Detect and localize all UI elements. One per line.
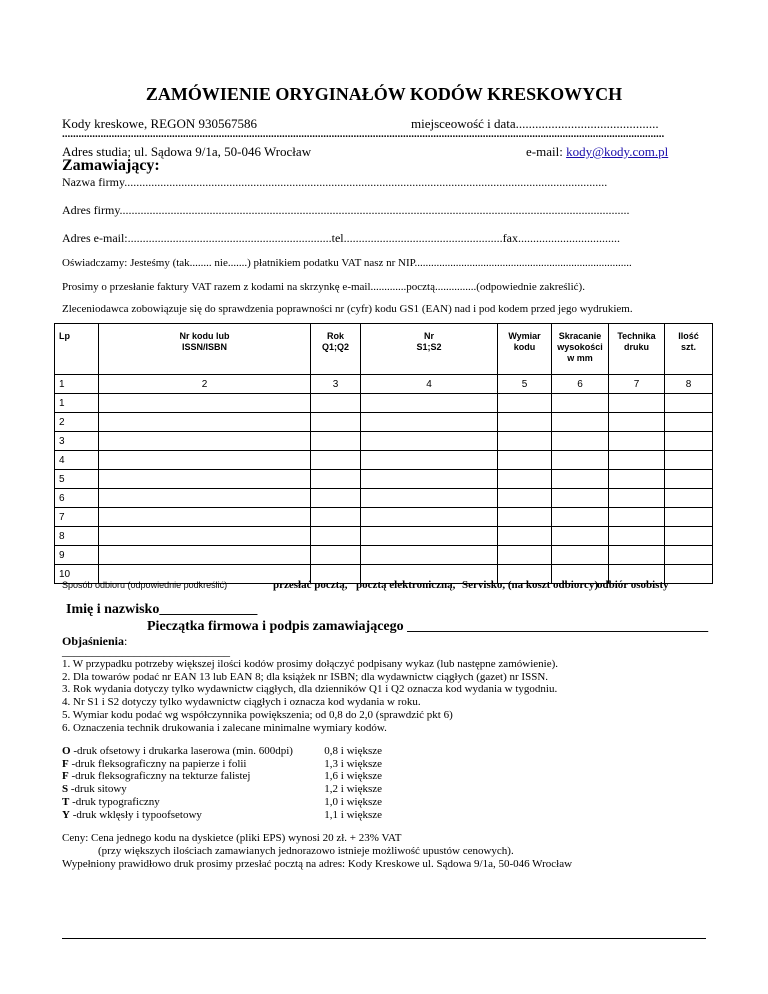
note-item: 2. Dla towarów podać nr EAN 13 lub EAN 8; dla książek nr ISBN; dla wydawnictw ciągłych (gazet) nr ISSN. (62, 670, 549, 683)
table-cell[interactable] (498, 394, 552, 413)
table-cell[interactable] (552, 489, 609, 508)
table-cell[interactable] (99, 470, 311, 489)
name-signature-field[interactable]: Imię i nazwisko______________ (66, 602, 258, 617)
note-item: 6. Oznaczenia technik drukowania i zalecane minimalne wymiary kodów. (62, 721, 387, 734)
technique-size: 1,3 i większe (324, 757, 382, 770)
table-cell[interactable] (311, 470, 361, 489)
row-number: 3 (55, 432, 99, 451)
invoice-statement: Prosimy o przesłanie faktury VAT razem z kodami na skrzynkę e-mail.............pocztą...............(odpowiednie zakreślić). (62, 281, 585, 293)
table-cell[interactable] (609, 413, 665, 432)
table-cell[interactable] (311, 508, 361, 527)
technique-size: 0,8 i większe (324, 745, 382, 757)
table-cell[interactable] (498, 527, 552, 546)
row-number: 1 (55, 394, 99, 413)
table-cell[interactable] (665, 565, 713, 584)
technique-desc: -druk ofsetowy i drukarka laserowa (min. 600dpi) (70, 745, 293, 757)
row-number: 9 (55, 546, 99, 565)
order-table (54, 323, 713, 584)
table-cell[interactable] (361, 489, 498, 508)
column-number: 5 (498, 375, 552, 394)
table-cell[interactable] (311, 451, 361, 470)
table-row (55, 451, 713, 470)
technique-item (62, 745, 293, 758)
column-number: 6 (552, 375, 609, 394)
row-number: 10 (55, 565, 99, 584)
table-cell[interactable] (99, 451, 311, 470)
col-header-nr: Nr S1;S2 (361, 324, 498, 375)
email-label: e-mail: (526, 144, 567, 159)
table-cell[interactable] (665, 413, 713, 432)
table-cell[interactable] (552, 394, 609, 413)
table-cell[interactable] (498, 413, 552, 432)
technique-item (62, 783, 293, 796)
table-cell[interactable] (361, 451, 498, 470)
column-number: 8 (665, 375, 713, 394)
table-row (55, 508, 713, 527)
table-cell[interactable] (99, 527, 311, 546)
table-cell[interactable] (99, 489, 311, 508)
column-number: 2 (99, 375, 311, 394)
delivery-option-courier[interactable]: Servisko, (na koszt odbiorcy) (462, 579, 599, 591)
table-cell[interactable] (552, 451, 609, 470)
technique-desc: -druk typograficzny (69, 795, 160, 808)
table-cell[interactable] (99, 394, 311, 413)
technique-code: O (62, 745, 71, 757)
table-cell[interactable] (609, 394, 665, 413)
technique-list (62, 745, 293, 821)
table-cell[interactable] (665, 451, 713, 470)
note-item: 3. Rok wydania dotyczy tylko wydawnictw ciągłych, dla dzienników Q1 i Q2 oznacza kod wydania w tygodniu. (62, 683, 558, 696)
technique-size: 1,2 i większe (324, 783, 382, 796)
price-line: Ceny: Cena jednego kodu na dyskietce (pliki EPS) wynosi 20 zł. + 23% VAT (62, 832, 402, 844)
vat-statement: Oświadczamy: Jesteśmy (tak........ nie.......) płatnikiem podatku VAT nasz nr NIP............................................................................... (62, 257, 632, 269)
technique-desc: -druk sitowy (68, 783, 127, 796)
column-number: 7 (609, 375, 665, 394)
col-header-shortening: Skracanie wysokości w mm (552, 324, 609, 375)
table-cell[interactable] (361, 470, 498, 489)
email-link[interactable]: kody@kody.com.pl (566, 144, 669, 159)
table-cell[interactable] (311, 489, 361, 508)
delivery-option-electronic[interactable]: pocztą elektroniczną, (356, 579, 456, 591)
col-header-qty: Ilość szt. (665, 324, 713, 375)
table-cell[interactable] (609, 508, 665, 527)
table-row (55, 546, 713, 565)
table-cell[interactable] (665, 546, 713, 565)
table-cell[interactable] (552, 546, 609, 565)
place-date-field[interactable]: miejsceowość i data............................................ (411, 116, 659, 131)
note-item: 4. Nr S1 i S2 dotyczy tylko wydawnictw ciągłych i oznacza kod wydania w roku. (62, 696, 421, 709)
table-cell[interactable] (665, 432, 713, 451)
technique-desc: -druk fleksograficzny na papierze i folii (68, 757, 247, 770)
firm-name-field[interactable]: Nazwa firmy................................................................................................................................................................. (62, 175, 608, 189)
price-discount-line: (przy większych ilościach zamawianych jednorazowo istnieje możliwość upustów cenowych). (98, 845, 514, 857)
technique-desc: -druk fleksograficzny na tekturze falistej (68, 770, 251, 783)
technique-item (62, 809, 293, 822)
table-cell[interactable] (311, 394, 361, 413)
table-cell[interactable] (609, 470, 665, 489)
row-number: 2 (55, 413, 99, 432)
table-cell[interactable] (665, 394, 713, 413)
firm-address-field[interactable]: Adres firmy.......................................................................................................................................................................... (62, 203, 630, 217)
table-cell[interactable] (498, 508, 552, 527)
technique-code: T (62, 795, 70, 808)
table-cell[interactable] (361, 394, 498, 413)
table-cell[interactable] (552, 470, 609, 489)
studio-address: Adres studia; ul. Sądowa 9/1a, 50-046 Wrocław (62, 144, 312, 159)
table-cell[interactable] (552, 508, 609, 527)
table-cell[interactable] (311, 432, 361, 451)
table-cell[interactable] (498, 470, 552, 489)
explanations-title: Objaśnienia (62, 634, 125, 648)
technique-desc: -druk wklęsły i typoofsetowy (69, 808, 202, 821)
table-row (55, 489, 713, 508)
col-header-year: Rok Q1;Q2 (311, 324, 361, 375)
column-number: 4 (361, 375, 498, 394)
table-row (55, 470, 713, 489)
row-number: 6 (55, 489, 99, 508)
table-cell[interactable] (609, 489, 665, 508)
table-cell[interactable] (311, 546, 361, 565)
table-cell[interactable] (498, 432, 552, 451)
page-title: ZAMÓWIENIE ORYGINAŁÓW KODÓW KRESKOWYCH (145, 84, 623, 104)
table-cell[interactable] (361, 432, 498, 451)
table-cell[interactable] (99, 413, 311, 432)
table-header-row (55, 324, 713, 375)
notes-list (62, 658, 558, 734)
table-cell[interactable] (609, 527, 665, 546)
col-header-lp: Lp (55, 324, 99, 375)
delivery-option-pickup[interactable]: odbiór osobisty (597, 579, 669, 591)
col-header-code: Nr kodu lub ISSN/ISBN (99, 324, 311, 375)
note-item: 5. Wymiar kodu podać wg współczynnika powiększenia; od 0,8 do 2,0 (sprawdzić pkt 6) (62, 708, 453, 721)
column-number: 3 (311, 375, 361, 394)
table-cell[interactable] (361, 413, 498, 432)
col-header-technique: Technika druku (609, 324, 665, 375)
stamp-signature-field[interactable]: Pieczątka firmowa i podpis zamawiającego ___________________________________________ (147, 619, 709, 634)
table-cell[interactable] (361, 527, 498, 546)
row-number: 4 (55, 451, 99, 470)
orderer-heading: Zamawiający: (62, 157, 160, 174)
table-cell[interactable] (665, 470, 713, 489)
table-cell[interactable] (552, 432, 609, 451)
table-cell[interactable] (311, 413, 361, 432)
table-cell[interactable] (99, 546, 311, 565)
technique-code: S (62, 783, 69, 796)
contact-email (526, 144, 668, 160)
row-number: 8 (55, 527, 99, 546)
email-tel-fax-field[interactable]: Adres e-mail:....................................................................tel.....................................................fax.................................. (62, 231, 620, 245)
table-cell[interactable] (609, 546, 665, 565)
row-number: 7 (55, 508, 99, 527)
table-row (55, 413, 713, 432)
table-row (55, 432, 713, 451)
table-cell[interactable] (498, 489, 552, 508)
table-cell[interactable] (361, 508, 498, 527)
table-cell[interactable] (609, 451, 665, 470)
send-address-line: Wypełniony prawidłowo druk prosimy przesłać pocztą na adres: Kody Kreskowe ul. Sądowa 9/1a, 50-046 Wrocław (62, 858, 573, 870)
table-cell[interactable] (609, 432, 665, 451)
delivery-option-post[interactable]: przesłać pocztą, (273, 579, 348, 591)
table-cell[interactable] (665, 489, 713, 508)
table-cell[interactable] (552, 413, 609, 432)
dotted-separator: ........................................................................................................................................................................................................................... (62, 128, 665, 140)
delivery-label: Sposób odbioru (odpowiednie podkreślić) (62, 580, 228, 590)
company-line: Kody kreskowe, REGON 930567586 (62, 116, 257, 131)
row-number: 5 (55, 470, 99, 489)
column-number: 1 (55, 375, 99, 394)
col-header-size: Wymiar kodu (498, 324, 552, 375)
table-cell[interactable] (665, 508, 713, 527)
technique-sizes (318, 745, 382, 821)
technique-size: 1,6 i większe (324, 770, 382, 783)
footer-rule (62, 938, 706, 939)
technique-item (62, 758, 293, 771)
explanations-colon: : (124, 634, 128, 648)
table-row (55, 394, 713, 413)
technique-size: 1,1 i większe (324, 808, 382, 821)
technique-code: Y (62, 808, 70, 821)
technique-item (62, 770, 293, 783)
table-cell[interactable] (498, 546, 552, 565)
table-cell[interactable] (311, 527, 361, 546)
explanations-rule: ____________________________ (62, 644, 230, 658)
technique-code: F (62, 770, 69, 783)
technique-code: F (62, 757, 69, 770)
table-row (55, 527, 713, 546)
note-item: 1. W przypadku potrzeby większej ilości kodów prosimy dołączyć podpisany wykaz (lub następne zamówienie). (62, 658, 558, 670)
table-cell[interactable] (99, 508, 311, 527)
table-cell[interactable] (361, 546, 498, 565)
table-cell[interactable] (665, 527, 713, 546)
verify-statement: Zleceniodawca zobowiązuje się do sprawdzenia poprawności nr (cyfr) kodu GS1 (EAN) nad i pod kodem przed jego wydrukiem. (62, 303, 633, 315)
table-cell[interactable] (498, 451, 552, 470)
column-number-row (55, 375, 713, 394)
technique-item (62, 796, 293, 809)
table-cell[interactable] (99, 432, 311, 451)
technique-size: 1,0 i większe (324, 795, 382, 808)
table-cell[interactable] (552, 527, 609, 546)
